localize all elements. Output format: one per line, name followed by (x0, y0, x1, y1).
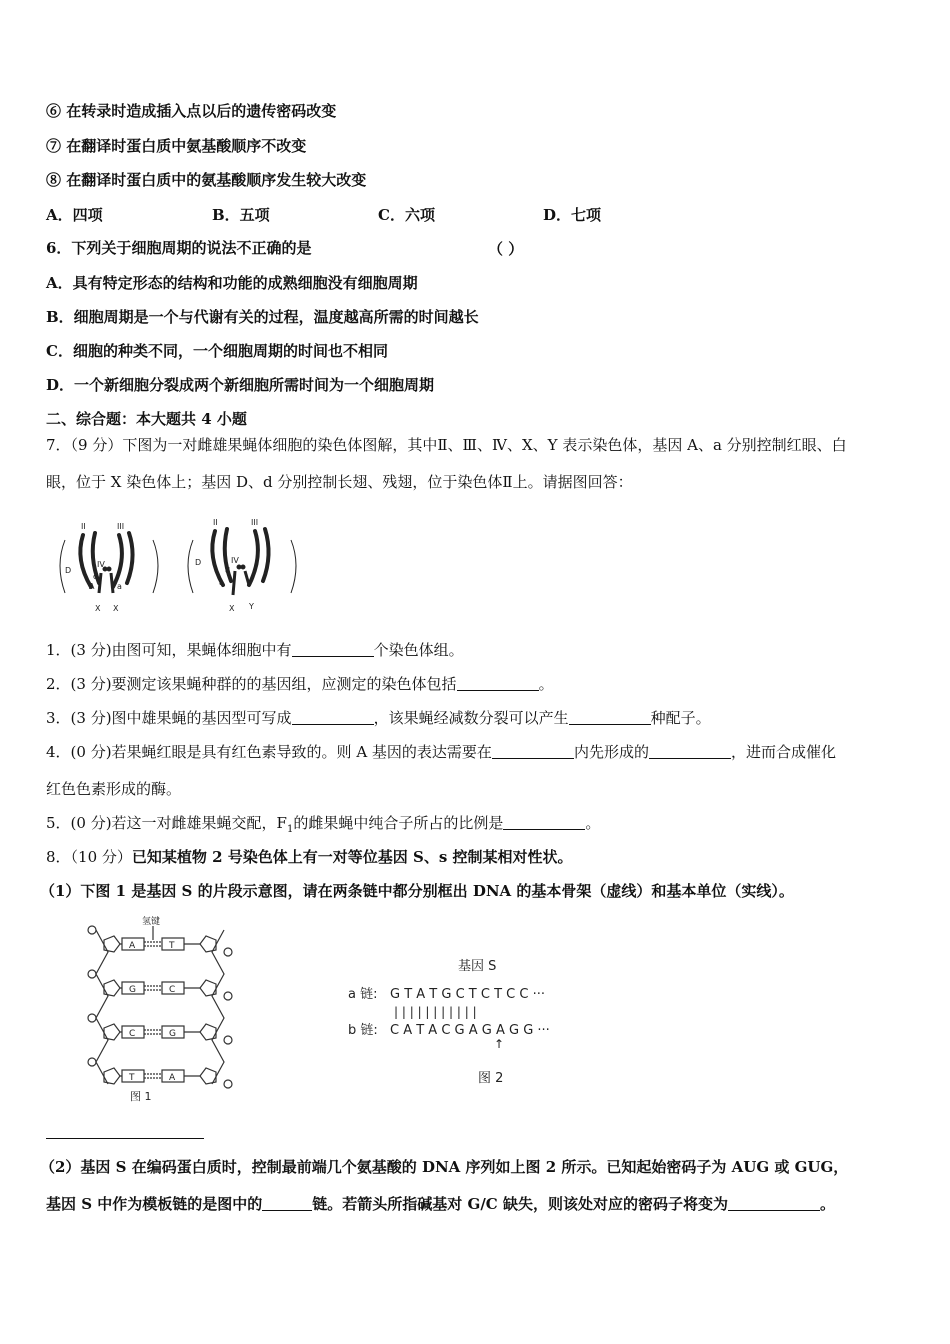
q7-sub3-suffix: 种配子。 (650, 709, 711, 727)
base-a-left: A (129, 941, 136, 951)
label-a-f: a (117, 582, 122, 591)
chromosome-figure (55, 515, 310, 615)
q8-stem (46, 847, 573, 867)
chain-b-label: b 链: (348, 1023, 378, 1038)
q8-part2-mid: 链。若箭头所指碱基对 G/C 缺失，则该处对应的密码子将变为 (312, 1195, 728, 1213)
q7-sub3 (46, 708, 711, 728)
base-a-right: A (169, 1073, 176, 1083)
q7-sub1 (46, 640, 464, 660)
label-III-m: III (251, 518, 259, 527)
answer-blank[interactable] (649, 743, 731, 759)
q5-option-b: B．五项 (212, 206, 270, 224)
answer-blank[interactable] (728, 1195, 820, 1211)
figure-1-caption: 图 1 (130, 1090, 152, 1103)
q7-sub3-mid: ，该果蝇经减数分裂可以产生 (373, 709, 569, 727)
label-d-f: d (93, 572, 99, 581)
base-g-left: G (129, 985, 136, 995)
footnote-separator (46, 1138, 204, 1139)
gene-sequence-figure-2 (340, 950, 590, 1090)
base-t-left: T (129, 1073, 135, 1083)
q7-stem-line2: 眼，位于 X 染色体上；基因 D、d 分别控制长翅、残翅，位于染色体Ⅱ上。请据图回答： (46, 473, 633, 491)
answer-blank[interactable] (569, 709, 651, 725)
q7-sub1-suffix: 个染色体组。 (373, 641, 464, 659)
label-II-m: II (213, 518, 218, 527)
q6-option-c: C．细胞的种类不同，一个细胞周期的时间也不相同 (46, 342, 388, 360)
label-III-f: III (117, 522, 125, 531)
base-c-left: C (129, 1029, 136, 1039)
chain-a-sequence: G T A T G C T C T C C ··· (390, 987, 545, 1002)
female-karyotype (60, 533, 158, 593)
q5-option-a: A．四项 (46, 206, 103, 224)
q8-number: 8．（10 分） (46, 848, 132, 866)
q6-option-b: B．细胞周期是一个与代谢有关的过程，温度越高所需的时间越长 (46, 308, 479, 326)
q7-sub4 (46, 742, 836, 762)
chain-a-label: a 链: (348, 987, 378, 1002)
label-X1-f: X (95, 604, 101, 613)
q8-stem-text: 已知某植物 2 号染色体上有一对等位基因 S、s 控制某相对性状。 (131, 848, 573, 866)
q5-item-7: ⑦ 在翻译时蛋白质中氨基酸顺序不改变 (46, 137, 307, 155)
q7-sub4-line2: 红色色素形成的酶。 (46, 780, 182, 798)
q7-sub4-mid: 内先形成的 (573, 743, 649, 761)
q7-sub2-text: 2．(3 分)要测定该果蝇种群的的基因组，应测定的染色体包括 (46, 675, 457, 693)
hydrogen-bond-label: 氢键 (142, 917, 161, 927)
mutation-arrow-icon: ↑ (494, 1037, 505, 1051)
chain-b-sequence: C A T A C G A G A G G ··· (390, 1023, 550, 1038)
label-II-f: II (81, 522, 86, 531)
q5-option-c: C．六项 (378, 206, 435, 224)
q7-sub5-mid: 的雌果蝇中纯合子所占的比例是 (293, 814, 504, 832)
q7-sub2-suffix: 。 (538, 675, 554, 693)
q6-option-a: A．具有特定形态的结构和功能的成熟细胞没有细胞周期 (46, 274, 418, 292)
q8-part2-line2 (46, 1194, 835, 1214)
label-a-m: a (219, 578, 224, 587)
q7-sub3-text: 3．(3 分)图中雄果蝇的基因型可写成 (46, 709, 292, 727)
base-t-right: T (169, 941, 175, 951)
answer-blank[interactable] (292, 641, 374, 657)
male-karyotype (188, 529, 296, 595)
q8-part2-suffix: 。 (819, 1195, 835, 1213)
q8-part2-text: 基因 S 中作为模板链的是图中的 (46, 1195, 263, 1213)
base-pair-bars: | | | | | | | | | | | (394, 1005, 477, 1019)
label-A-f: A (89, 582, 95, 591)
base-g-right: G (169, 1029, 176, 1039)
q7-sub1-text: 1．(3 分)由图可知，果蝇体细胞中有 (46, 641, 292, 659)
label-Y-m: Y (249, 602, 254, 611)
q5-item-6: ⑥ 在转录时造成插入点以后的遗传密码改变 (46, 102, 337, 120)
label-IV-f: IV (97, 560, 105, 569)
q7-sub4-text: 4．(0 分)若果蝇红眼是具有红色素导致的。则 A 基因的表达需要在 (46, 743, 492, 761)
q6-option-d: D．一个新细胞分裂成两个新细胞所需时间为一个细胞周期 (46, 376, 435, 394)
gene-s-title: 基因 S (458, 959, 497, 974)
answer-blank[interactable] (262, 1195, 312, 1211)
subscript-1: 1 (286, 824, 294, 835)
base-c-right: C (169, 985, 176, 995)
label-D-m: D (195, 558, 202, 567)
q7-sub5 (46, 813, 600, 840)
q5-option-d: D．七项 (543, 206, 602, 224)
answer-blank[interactable] (457, 675, 539, 691)
q7-sub5-text: 5．(0 分)若这一对雌雄果蝇交配，F (46, 814, 287, 832)
q7-stem-line1: 7．（9 分）下图为一对雌雄果蝇体细胞的染色体图解，其中Ⅱ、Ⅲ、Ⅳ、X、Y 表示染色体，基因 A、a 分别控制红眼、白 (46, 436, 847, 454)
answer-blank[interactable] (292, 709, 374, 725)
q7-sub2 (46, 674, 554, 694)
q7-sub5-suffix: 。 (585, 814, 601, 832)
section-title: 二、综合题：本大题共 4 小题 (46, 410, 247, 428)
label-X2-f: X (113, 604, 119, 613)
q8-part2-line1: （2）基因 S 在编码蛋白质时，控制最前端几个氨基酸的 DNA 序列如上图 2 所示。已知起始密码子为 AUG 或 GUG， (40, 1158, 849, 1176)
q8-part1: （1）下图 1 是基因 S 的片段示意图，请在两条链中都分别框出 DNA 的基本骨架（虚线）和基本单位（实线）。 (40, 882, 794, 900)
q7-sub4-suffix: ，进而合成催化 (730, 743, 836, 761)
label-IV-m: IV (231, 556, 239, 565)
answer-blank[interactable] (503, 814, 585, 830)
dna-figure-1 (84, 912, 244, 1104)
q6-answer-paren: （ ） (488, 240, 524, 258)
q6-stem: 6．下列关于细胞周期的说法不正确的是 (46, 239, 312, 257)
q5-item-8: ⑧ 在翻译时蛋白质中的氨基酸顺序发生较大改变 (46, 171, 367, 189)
figure-2-caption: 图 2 (478, 1071, 504, 1086)
label-X-m: X (229, 604, 235, 613)
answer-blank[interactable] (492, 743, 574, 759)
label-D-f: D (65, 566, 72, 575)
label-d-m: d (225, 566, 231, 575)
